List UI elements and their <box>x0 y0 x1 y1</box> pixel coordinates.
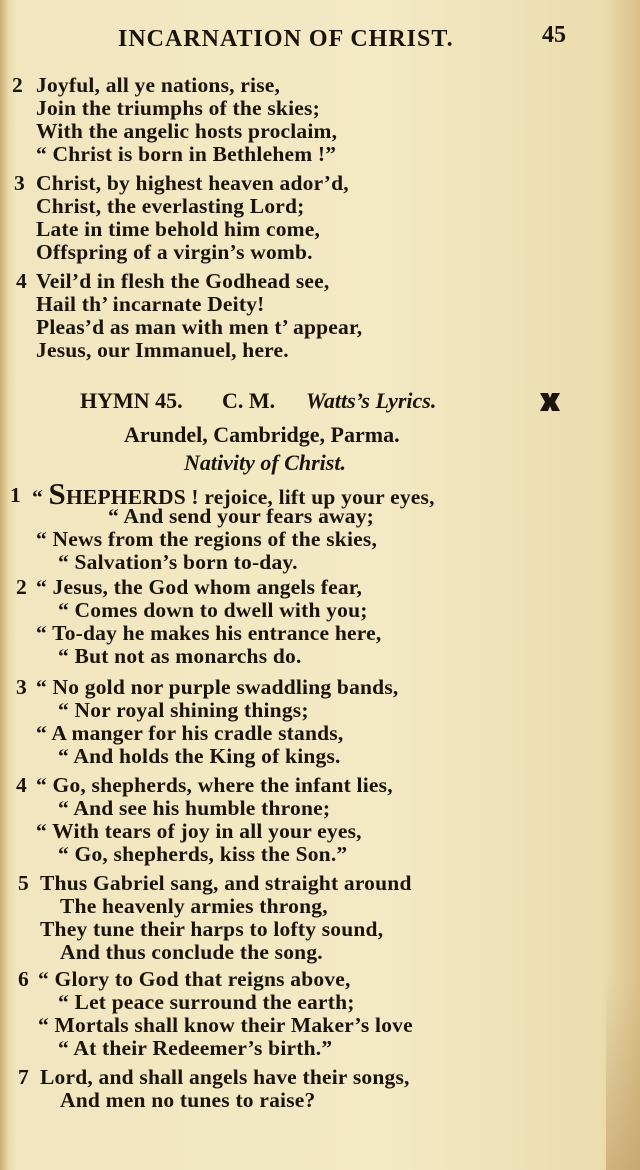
verse-line: Veil’d in flesh the Godhead see, <box>36 269 330 293</box>
verse-line: Thus Gabriel sang, and straight around <box>40 871 412 895</box>
verse-line: Join the triumphs of the skies; <box>36 96 320 120</box>
verse-line: “ SHEPHERDS ! rejoice, lift up your eyes, <box>32 476 435 511</box>
printer-ornament-icon <box>538 390 562 414</box>
verse-line: And thus conclude the song. <box>60 940 323 964</box>
verse-line: “ With tears of joy in all your eyes, <box>36 819 362 843</box>
verse-line: “ To-day he makes his entrance here, <box>36 621 382 645</box>
stanza-number: 2 <box>12 73 23 97</box>
verse-line: “ Comes down to dwell with you; <box>58 598 368 622</box>
stanza-number: 3 <box>16 675 27 699</box>
stanza-number: 1 <box>10 483 21 507</box>
stanza-number: 6 <box>18 967 29 991</box>
verse-line: “ Mortals shall know their Maker’s love <box>38 1013 413 1037</box>
verse-line: “ No gold nor purple swaddling bands, <box>36 675 399 699</box>
verse-line: And men no tunes to raise? <box>60 1088 316 1112</box>
hymn-subject: Nativity of Christ. <box>184 450 346 475</box>
verse-line: “ News from the regions of the skies, <box>36 527 378 551</box>
verse-line: “ Go, shepherds, where the infant lies, <box>36 773 393 797</box>
page-number: 45 <box>542 22 566 48</box>
running-title: INCARNATION OF CHRIST. <box>118 26 454 52</box>
verse-line: Christ, the everlasting Lord; <box>36 194 305 218</box>
stanza-number: 7 <box>18 1065 29 1089</box>
verse-line: “ A manger for his cradle stands, <box>36 721 344 745</box>
verse-line: “ At their Redeemer’s birth.” <box>58 1036 333 1060</box>
stanza-number: 5 <box>18 871 29 895</box>
stanza-number: 2 <box>16 575 27 599</box>
verse-line: Christ, by highest heaven ador’d, <box>36 171 349 195</box>
verse-line: Lord, and shall angels have their songs, <box>40 1065 410 1089</box>
verse-line: Late in time behold him come, <box>36 217 321 241</box>
verse-line: “ Jesus, the God whom angels fear, <box>36 575 363 599</box>
verse-line: “ And send your fears away; <box>108 504 375 528</box>
stanza-number: 4 <box>16 773 27 797</box>
hymn-meter: C. M. <box>222 388 276 413</box>
verse-line: Joyful, all ye nations, rise, <box>36 73 281 97</box>
verse-line: With the angelic hosts proclaim, <box>36 119 338 143</box>
hymn-author: Watts’s Lyrics. <box>306 388 437 413</box>
stanza-number: 3 <box>14 171 25 195</box>
verse-line: They tune their harps to lofty sound, <box>40 917 384 941</box>
verse-line: “ And see his humble throne; <box>58 796 331 820</box>
verse-line: Jesus, our Immanuel, here. <box>36 338 289 362</box>
verse-line: The heavenly armies throng, <box>60 894 328 918</box>
hymn-number: HYMN 45. <box>80 388 183 413</box>
verse-line: “ Christ is born in Bethlehem !” <box>36 142 337 166</box>
verse-line: “ Salvation’s born to-day. <box>58 550 298 574</box>
page-edge-stain <box>606 980 640 1170</box>
verse-line: Offspring of a virgin’s womb. <box>36 240 313 264</box>
verse-line: “ And holds the King of kings. <box>58 744 341 768</box>
book-spine-shadow <box>0 0 8 1170</box>
stanza-number: 4 <box>16 269 27 293</box>
verse-line: “ Let peace surround the earth; <box>58 990 355 1014</box>
verse-line: “ Glory to God that reigns above, <box>38 967 351 991</box>
verse-line: “ Go, shepherds, kiss the Son.” <box>58 842 348 866</box>
page-header <box>0 20 640 60</box>
verse-line: Pleas’d as man with men t’ appear, <box>36 315 363 339</box>
verse-line: Hail th’ incarnate Deity! <box>36 292 265 316</box>
verse-line: “ Nor royal shining things; <box>58 698 309 722</box>
hymn-heading <box>0 386 640 422</box>
tune-names: Arundel, Cambridge, Parma. <box>124 422 400 447</box>
verse-line: “ But not as monarchs do. <box>58 644 302 668</box>
